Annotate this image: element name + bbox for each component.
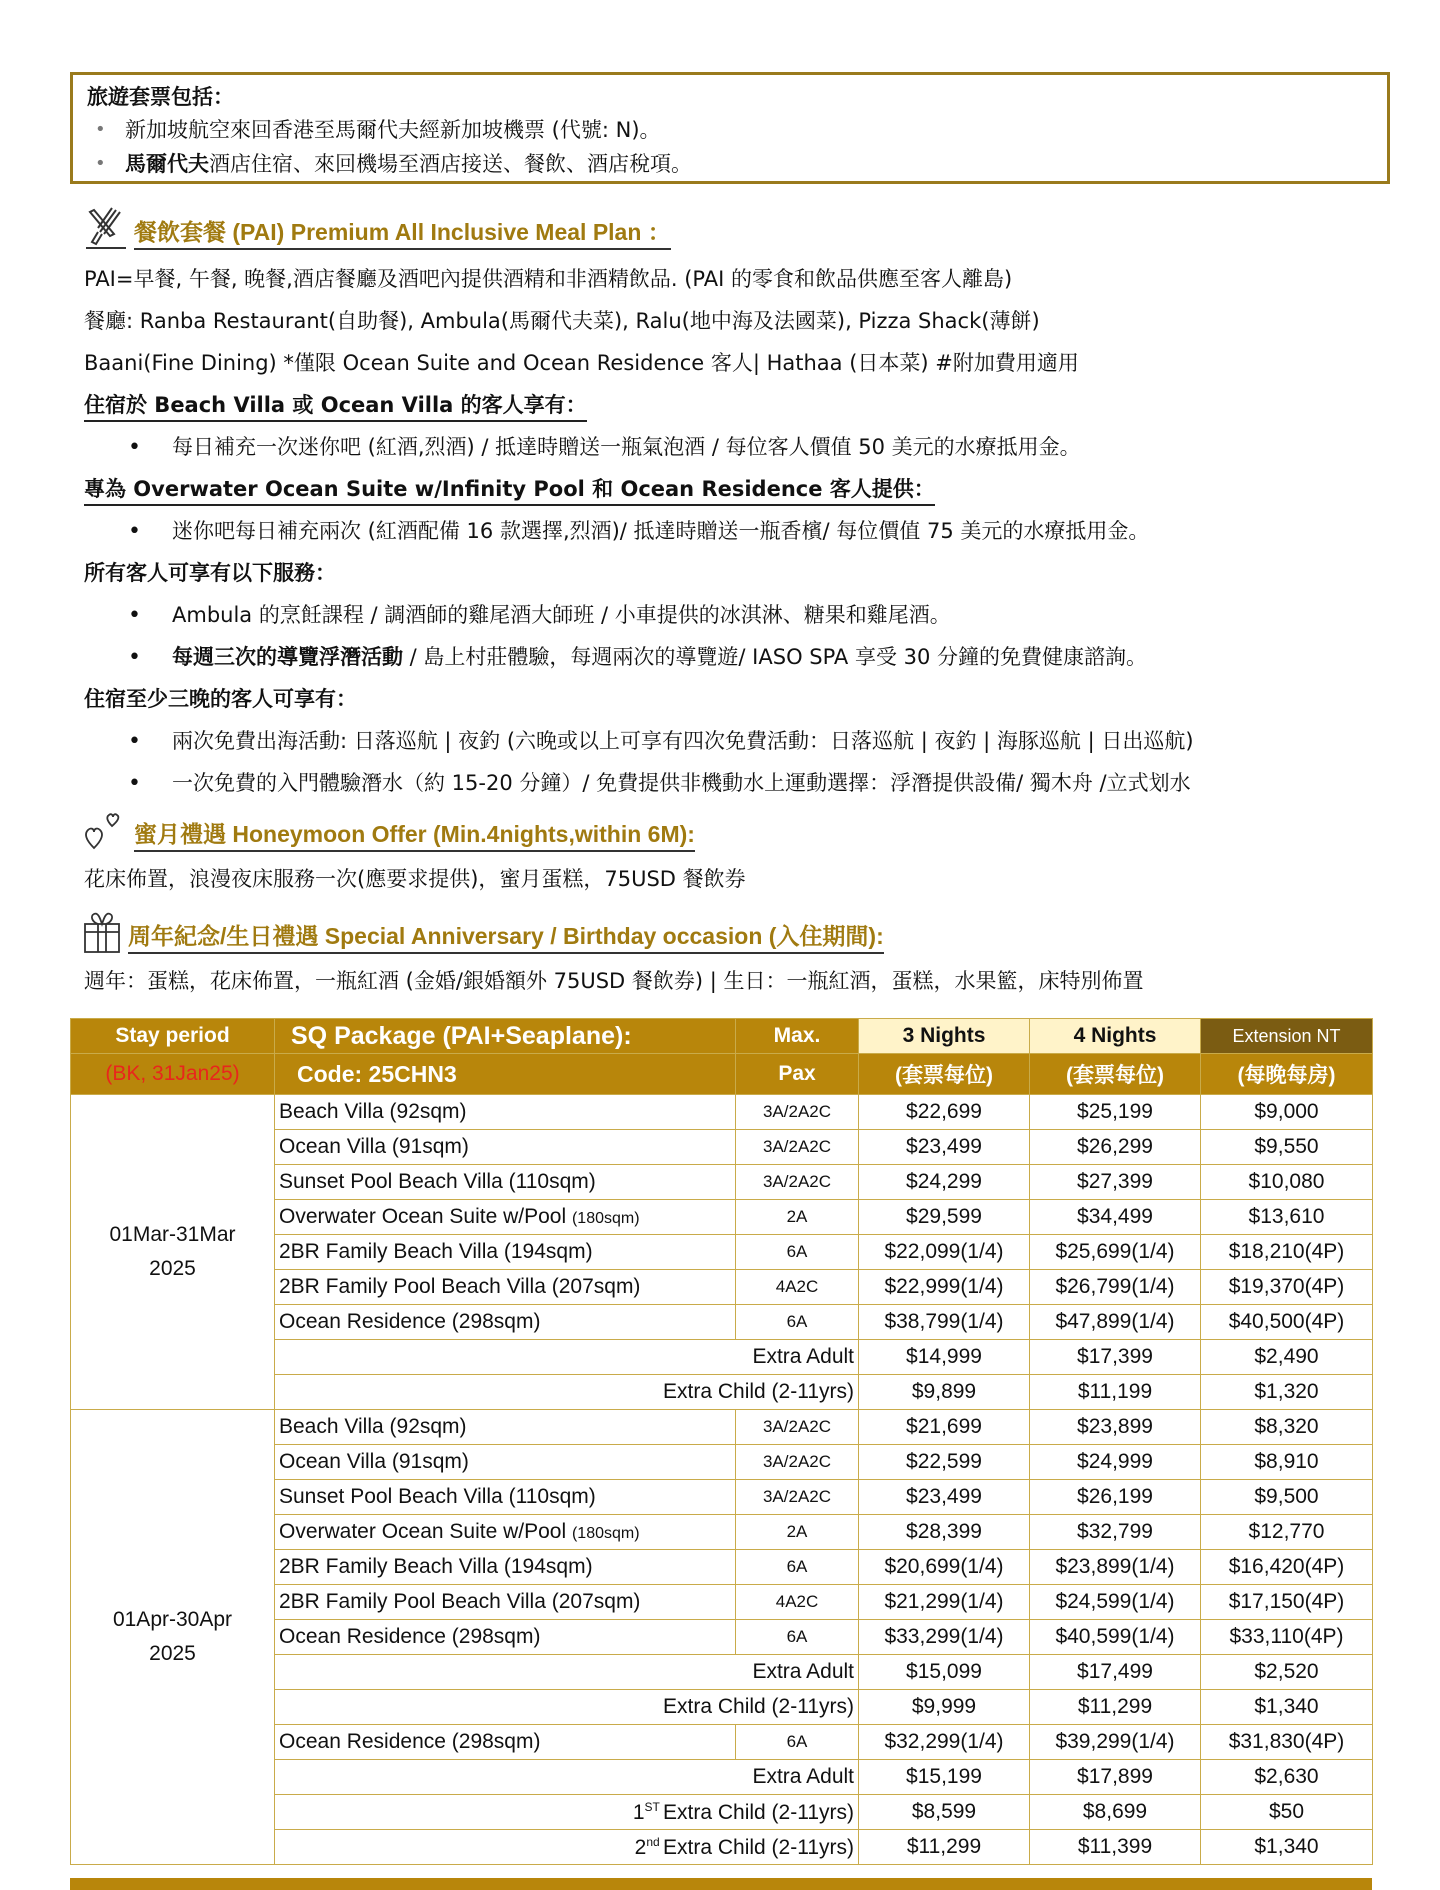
price-3-nights: $21,299(1/4): [859, 1585, 1030, 1620]
table-row: [71, 1410, 1373, 1445]
price-extension: $9,000: [1201, 1095, 1373, 1130]
price-4-nights: $39,299(1/4): [1030, 1725, 1201, 1760]
price-4-nights: $32,799: [1030, 1515, 1201, 1550]
room-type-cell: [275, 1480, 736, 1515]
header-extension-sub: (每晚每房): [1201, 1054, 1373, 1095]
room-type-cell: [275, 1725, 736, 1760]
price-4-nights: $17,399: [1030, 1340, 1201, 1375]
price-4-nights: $8,699: [1030, 1795, 1201, 1830]
max-pax-cell: 2A: [736, 1200, 859, 1235]
price-3-nights: $33,299(1/4): [859, 1620, 1030, 1655]
extra-label: Extra Adult: [752, 1660, 854, 1683]
price-4-nights: $47,899(1/4): [1030, 1305, 1201, 1340]
room-type-name: Ocean Villa (91sqm): [279, 1135, 469, 1158]
room-type-name: Overwater Ocean Suite w/Pool: [279, 1520, 572, 1543]
room-type-cell: [275, 1095, 736, 1130]
price-3-nights: $15,099: [859, 1655, 1030, 1690]
max-pax-cell: 2A: [736, 1515, 859, 1550]
price-3-nights: $22,599: [859, 1445, 1030, 1480]
max-pax-cell: 3A/2A2C: [736, 1480, 859, 1515]
villa-benefits-heading: 住宿於 Beach Villa 或 Ocean Villa 的客人享有：: [84, 390, 587, 422]
room-type-name: Beach Villa (92sqm): [279, 1415, 467, 1438]
extra-label-cell: [275, 1830, 859, 1865]
header-package: SQ Package (PAI+Seaplane):: [275, 1019, 736, 1054]
price-3-nights: $22,699: [859, 1095, 1030, 1130]
price-4-nights: $11,399: [1030, 1830, 1201, 1865]
room-type-cell: [275, 1165, 736, 1200]
room-type-name: Ocean Residence (298sqm): [279, 1310, 541, 1333]
price-extension: $8,910: [1201, 1445, 1373, 1480]
honeymoon-text: 花床佈置，浪漫夜床服務一次(應要求提供)，蜜月蛋糕，75USD 餐飲券: [84, 867, 746, 891]
all-guests-heading: 所有客人可享有以下服務：: [84, 561, 336, 585]
max-pax-cell: 4A2C: [736, 1585, 859, 1620]
price-3-nights: $23,499: [859, 1480, 1030, 1515]
room-size-note: (180sqm): [571, 1525, 640, 1542]
max-pax-cell: 3A/2A2C: [736, 1410, 859, 1445]
stay-period-cell: [71, 1095, 275, 1410]
price-4-nights: $24,599(1/4): [1030, 1585, 1201, 1620]
room-type-cell: [275, 1620, 736, 1655]
ordinal-number: 2: [634, 1835, 647, 1859]
price-4-nights: $11,299: [1030, 1690, 1201, 1725]
room-type-name: Sunset Pool Beach Villa (110sqm): [279, 1485, 596, 1508]
package-includes-box: [70, 72, 1390, 184]
price-extension: $50: [1201, 1795, 1373, 1830]
suite-benefit-item: • 迷你吧每日補充兩次 (紅酒配備 16 款選擇,烈酒)/ 抵達時贈送一瓶香檳/ 每位價值 75 美元的水療抵用金。: [128, 519, 1150, 544]
anniversary-text: 週年：蛋糕，花床佈置，一瓶紅酒 (金婚/銀婚額外 75USD 餐飲券) | 生日：一瓶紅酒，蛋糕，水果籃，床特別佈置: [84, 969, 1144, 993]
room-type-name: Ocean Residence (298sqm): [279, 1625, 541, 1648]
max-pax-cell: 4A2C: [736, 1270, 859, 1305]
extra-label-cell: [275, 1340, 859, 1375]
extra-label-cell: [275, 1795, 859, 1830]
room-type-name: 2BR Family Beach Villa (194sqm): [279, 1240, 593, 1263]
meal-plan-line: Baani(Fine Dining) *僅限 Ocean Suite and Ocean Residence 客人| Hathaa (日本菜) #附加費用適用: [84, 351, 1079, 375]
villa-benefit-item: • 每日補充一次迷你吧 (紅酒,烈酒) / 抵達時贈送一瓶氣泡酒 / 每位客人價值 50 美元的水療抵用金。: [128, 435, 1081, 460]
extra-label-cell: [275, 1375, 859, 1410]
max-pax-cell: 3A/2A2C: [736, 1165, 859, 1200]
gift-icon: [82, 910, 122, 954]
price-4-nights: $24,999: [1030, 1445, 1201, 1480]
price-extension: $17,150(4P): [1201, 1585, 1373, 1620]
room-type-cell: [275, 1305, 736, 1340]
header-3-nights-sub: (套票每位): [859, 1054, 1030, 1095]
room-type-cell: [275, 1270, 736, 1305]
price-4-nights: $26,199: [1030, 1480, 1201, 1515]
room-type-cell: [275, 1200, 736, 1235]
includes-item: • 馬爾代夫酒店住宿、來回機場至酒店接送、餐飲、酒店稅項。: [87, 147, 1373, 181]
price-4-nights: $34,499: [1030, 1200, 1201, 1235]
all-guests-item: • Ambula 的烹飪課程 / 調酒師的雞尾酒大師班 / 小車提供的冰淇淋、糖果和雞尾酒。: [128, 603, 951, 628]
header-3-nights: 3 Nights: [859, 1019, 1030, 1054]
anniversary-heading: 周年紀念/生日禮遇 Special Anniversary / Birthday occasion (入住期間):: [82, 908, 884, 954]
price-3-nights: $38,799(1/4): [859, 1305, 1030, 1340]
extra-label: Extra Child (2-11yrs): [663, 1800, 854, 1824]
header-stay-period: Stay period: [71, 1019, 275, 1054]
price-3-nights: $22,999(1/4): [859, 1270, 1030, 1305]
price-3-nights: $22,099(1/4): [859, 1235, 1030, 1270]
room-type-name: Beach Villa (92sqm): [279, 1100, 467, 1123]
room-type-name: Overwater Ocean Suite w/Pool: [279, 1205, 572, 1228]
meal-plan-line: PAI=早餐, 午餐, 晚餐,酒店餐廳及酒吧內提供酒精和非酒精飲品. (PAI 的零食和飲品供應至客人離島): [84, 267, 1013, 291]
header-pax: Pax: [736, 1054, 859, 1095]
price-extension: $18,210(4P): [1201, 1235, 1373, 1270]
ordinal-suffix: ST: [644, 1799, 663, 1814]
room-type-cell: [275, 1410, 736, 1445]
three-nights-item: • 一次免費的入門體驗潛水（約 15-20 分鐘）/ 免費提供非機動水上運動選擇：浮潛提供設備/ 獨木舟 /立式划水: [128, 771, 1191, 796]
room-type-cell: [275, 1515, 736, 1550]
stay-period-cell: [71, 1410, 275, 1865]
april-rates: [71, 1410, 1373, 1865]
price-3-nights: $15,199: [859, 1760, 1030, 1795]
price-extension: $8,320: [1201, 1410, 1373, 1445]
stay-period-dates: 01Mar-31Mar: [109, 1223, 236, 1246]
price-extension: $1,340: [1201, 1830, 1373, 1865]
max-pax-cell: 6A: [736, 1305, 859, 1340]
room-type-name: Ocean Residence (298sqm): [279, 1730, 541, 1753]
price-extension: $2,520: [1201, 1655, 1373, 1690]
stay-period-dates: 01Apr-30Apr: [112, 1608, 233, 1631]
utensils-icon: [82, 206, 128, 250]
table-header-row: [71, 1019, 1373, 1054]
price-4-nights: $40,599(1/4): [1030, 1620, 1201, 1655]
includes-title: 旅遊套票包括：: [87, 85, 234, 109]
room-type-cell: [275, 1130, 736, 1165]
header-max: Max.: [736, 1019, 859, 1054]
header-4-nights: 4 Nights: [1030, 1019, 1201, 1054]
price-extension: $2,490: [1201, 1340, 1373, 1375]
price-3-nights: $9,899: [859, 1375, 1030, 1410]
all-guests-item: • 每週三次的導覽浮潛活動 / 島上村莊體驗，每週兩次的導覽遊/ IASO SPA 享受 30 分鐘的免費健康諮詢。: [128, 645, 1148, 670]
price-3-nights: $14,999: [859, 1340, 1030, 1375]
price-3-nights: $8,599: [859, 1795, 1030, 1830]
rates-table: [70, 1018, 1373, 1865]
extra-label: Extra Child (2-11yrs): [663, 1695, 854, 1718]
price-4-nights: $17,499: [1030, 1655, 1201, 1690]
price-3-nights: $32,299(1/4): [859, 1725, 1030, 1760]
ordinal-number: 1: [632, 1800, 645, 1824]
price-4-nights: $17,899: [1030, 1760, 1201, 1795]
extra-label-cell: [275, 1690, 859, 1725]
price-extension: $33,110(4P): [1201, 1620, 1373, 1655]
header-code: Code: 25CHN3: [275, 1054, 736, 1095]
room-type-name: Sunset Pool Beach Villa (110sqm): [279, 1170, 596, 1193]
table-header-row: [71, 1054, 1373, 1095]
price-extension: $9,550: [1201, 1130, 1373, 1165]
max-pax-cell: 6A: [736, 1550, 859, 1585]
price-4-nights: $11,199: [1030, 1375, 1201, 1410]
price-3-nights: $29,599: [859, 1200, 1030, 1235]
price-3-nights: $9,999: [859, 1690, 1030, 1725]
honeymoon-heading: 蜜月禮遇 Honeymoon Offer (Min.4nights,within 6M):: [82, 806, 695, 852]
extra-label-cell: [275, 1655, 859, 1690]
price-4-nights: $23,899: [1030, 1410, 1201, 1445]
header-booking-note: (BK, 31Jan25): [105, 1062, 240, 1085]
price-4-nights: $27,399: [1030, 1165, 1201, 1200]
price-extension: $12,770: [1201, 1515, 1373, 1550]
price-extension: $40,500(4P): [1201, 1305, 1373, 1340]
max-pax-cell: 6A: [736, 1725, 859, 1760]
header-4-nights-sub: (套票每位): [1030, 1054, 1201, 1095]
price-extension: $2,630: [1201, 1760, 1373, 1795]
price-extension: $1,340: [1201, 1690, 1373, 1725]
price-3-nights: $21,699: [859, 1410, 1030, 1445]
extra-label: Extra Adult: [752, 1765, 854, 1788]
room-type-name: 2BR Family Pool Beach Villa (207sqm): [279, 1590, 641, 1613]
table-bottom-bar: [70, 1878, 1372, 1890]
price-3-nights: $28,399: [859, 1515, 1030, 1550]
meal-plan-line: 餐廳: Ranba Restaurant(自助餐), Ambula(馬爾代夫菜), Ralu(地中海及法國菜), Pizza Shack(薄餅): [84, 309, 1040, 333]
price-extension: $16,420(4P): [1201, 1550, 1373, 1585]
stay-period-year: 2025: [149, 1642, 196, 1665]
price-4-nights: $25,699(1/4): [1030, 1235, 1201, 1270]
extra-label: Extra Child (2-11yrs): [663, 1835, 854, 1859]
price-extension: $13,610: [1201, 1200, 1373, 1235]
room-type-cell: [275, 1550, 736, 1585]
hearts-icon: [82, 810, 128, 852]
three-nights-item: • 兩次免費出海活動: 日落巡航 | 夜釣 (六晚或以上可享有四次免費活動：日落巡航 | 夜釣 | 海豚巡航 | 日出巡航): [128, 729, 1194, 754]
room-type-name: 2BR Family Beach Villa (194sqm): [279, 1555, 593, 1578]
price-4-nights: $26,799(1/4): [1030, 1270, 1201, 1305]
price-4-nights: $26,299: [1030, 1130, 1201, 1165]
room-type-cell: [275, 1585, 736, 1620]
price-extension: $1,320: [1201, 1375, 1373, 1410]
includes-item: • 新加坡航空來回香港至馬爾代夫經新加坡機票 (代號: N)。: [87, 113, 1373, 147]
price-3-nights: $20,699(1/4): [859, 1550, 1030, 1585]
max-pax-cell: 3A/2A2C: [736, 1445, 859, 1480]
price-extension: $19,370(4P): [1201, 1270, 1373, 1305]
ordinal-suffix: nd: [646, 1834, 663, 1849]
price-3-nights: $11,299: [859, 1830, 1030, 1865]
price-3-nights: $23,499: [859, 1130, 1030, 1165]
price-extension: $31,830(4P): [1201, 1725, 1373, 1760]
max-pax-cell: 3A/2A2C: [736, 1095, 859, 1130]
extra-label: Extra Child (2-11yrs): [663, 1380, 854, 1403]
price-3-nights: $24,299: [859, 1165, 1030, 1200]
room-type-cell: [275, 1235, 736, 1270]
price-extension: $9,500: [1201, 1480, 1373, 1515]
suite-benefits-heading: 專為 Overwater Ocean Suite w/Infinity Pool 和 Ocean Residence 客人提供：: [84, 474, 935, 506]
extra-label-cell: [275, 1760, 859, 1795]
max-pax-cell: 6A: [736, 1620, 859, 1655]
room-size-note: (180sqm): [571, 1210, 640, 1227]
price-extension: $10,080: [1201, 1165, 1373, 1200]
price-4-nights: $25,199: [1030, 1095, 1201, 1130]
max-pax-cell: 6A: [736, 1235, 859, 1270]
max-pax-cell: 3A/2A2C: [736, 1130, 859, 1165]
extra-label: Extra Adult: [752, 1345, 854, 1368]
header-extension: Extension NT: [1201, 1019, 1373, 1054]
march-rates: [71, 1095, 1373, 1410]
price-4-nights: $23,899(1/4): [1030, 1550, 1201, 1585]
room-type-cell: [275, 1445, 736, 1480]
three-nights-heading: 住宿至少三晚的客人可享有：: [84, 687, 357, 711]
room-type-name: 2BR Family Pool Beach Villa (207sqm): [279, 1275, 641, 1298]
table-row: [71, 1095, 1373, 1130]
meal-plan-heading: 餐飲套餐 (PAI) Premium All Inclusive Meal Plan ：: [82, 204, 671, 250]
stay-period-year: 2025: [149, 1257, 196, 1280]
room-type-name: Ocean Villa (91sqm): [279, 1450, 469, 1473]
